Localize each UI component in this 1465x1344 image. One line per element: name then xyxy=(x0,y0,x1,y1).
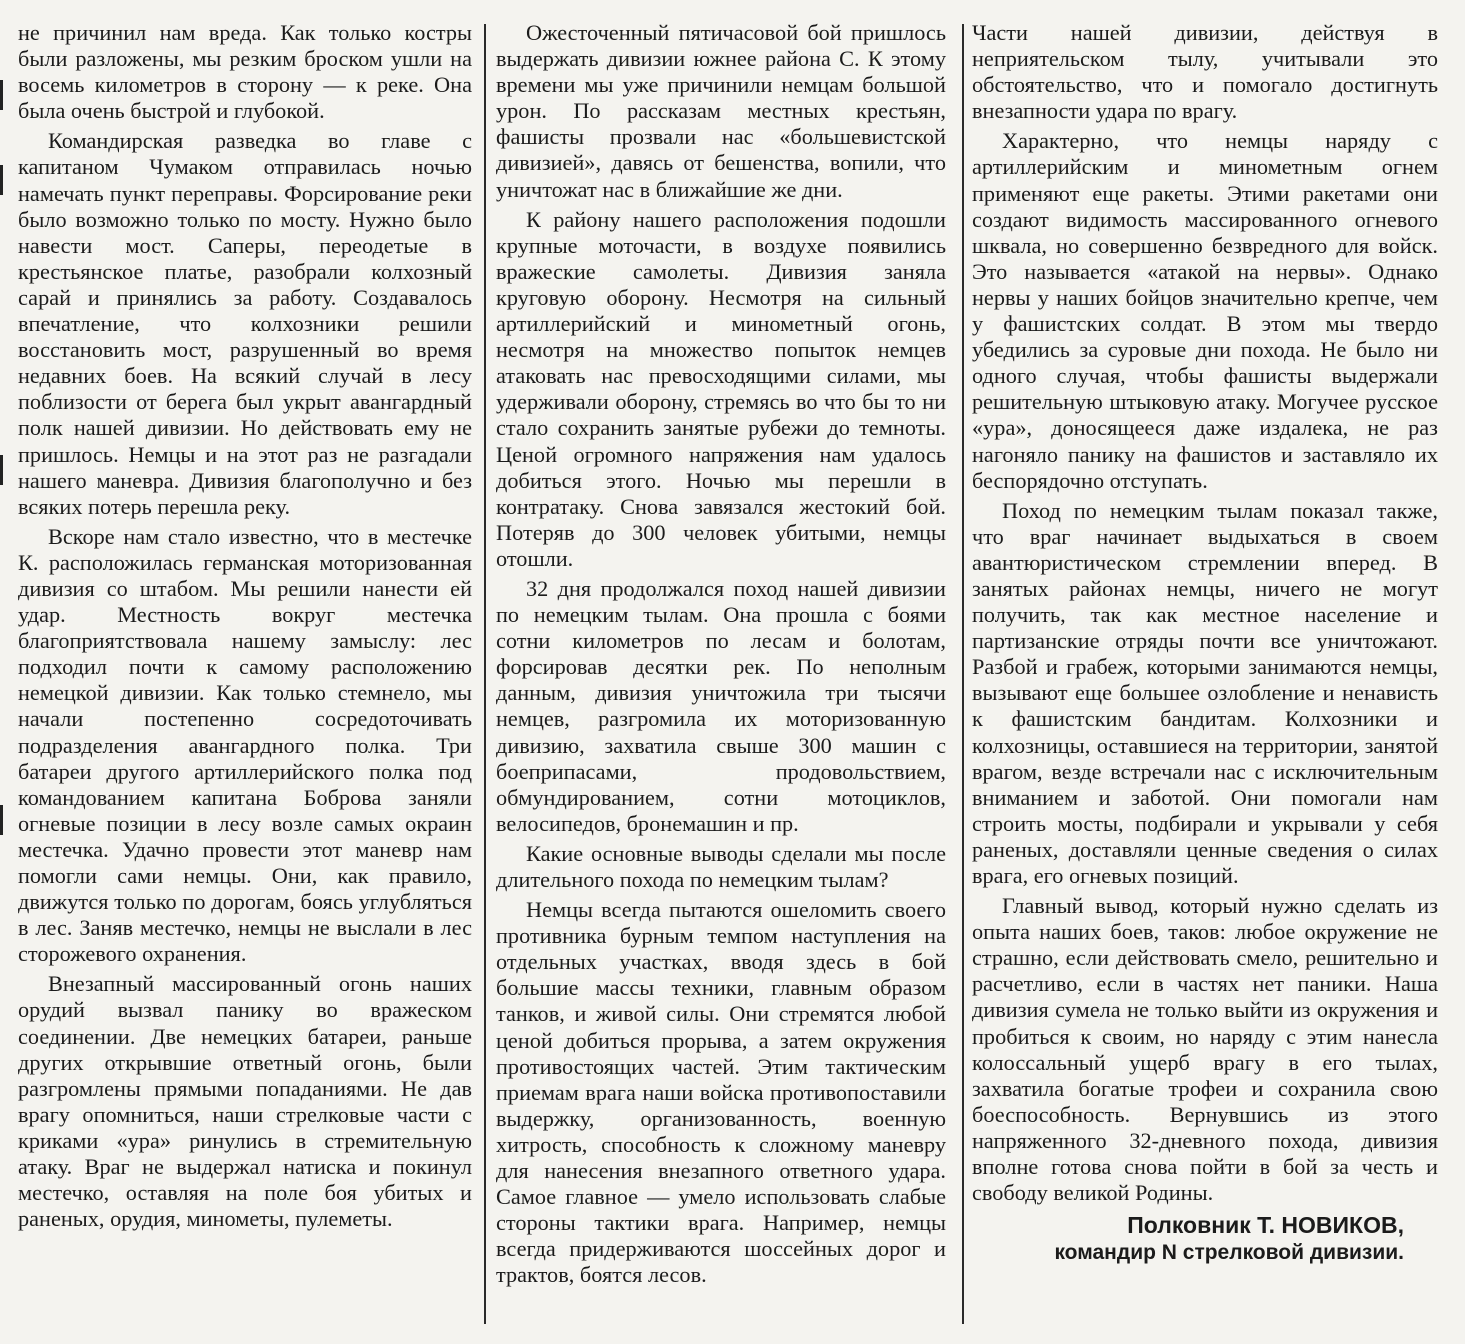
edge-mark xyxy=(0,805,3,835)
author-signature xyxy=(972,1212,1438,1266)
column-rule xyxy=(484,24,486,1324)
paragraph: Поход по немецким тылам показал также, что враг начинает выдыхаться в своем авантюристическом стремлении вперед. В занятых районах немцы, ничего не могут получить, так как местное население и партизанские отряды почти все уничтожают. Разбой и грабеж, которыми занимаются немцы, вызывают еще большее озлобление и ненависть к фашистским бандитам. Колхозники и колхозницы, оставшиеся на территории, занятой врагом, везде встречали нас с исключительным вниманием и заботой. Они помогали нам строить мосты, подбирали и укрывали у себя раненых, доставляли ценные сведения о силах врага, его огневых позиций. xyxy=(972,497,1438,888)
paragraph: Части нашей дивизии, действуя в неприятельском тылу, учитывали это обстоятельство, что и помогало достигнуть внезапности удара по врагу. xyxy=(972,20,1438,124)
paragraph: Какие основные выводы сделали мы после длительного похода по немецким тылам? xyxy=(496,840,946,892)
edge-mark xyxy=(0,165,3,195)
paragraph: Командирская разведка во главе с капитаном Чумаком отправилась ночью намечать пункт переправы. Форсирование реки было возможно только по мосту. Нужно было навести мост. Саперы, переодетые в крестьянское платье, разобрали колхозный сарай и принялись за работу. Создавалось впечатление, что колхозники решили восстановить мост, разрушенный во время недавних боев. На всякий случай в лесу поблизости от берега был укрыт авангардный полк нашей дивизии. Но действовать ему не пришлось. Немцы и на этот раз не разгадали нашего маневра. Дивизия благополучно и без всяких потерь перешла реку. xyxy=(18,128,472,519)
article-column-3 xyxy=(972,20,1438,1330)
paragraph: не причинил нам вреда. Как только костры были разложены, мы резким броском ушли на восемь километров в сторону — к реке. Она была очень быстрой и глубокой. xyxy=(18,20,472,124)
paragraph: 32 дня продолжался поход нашей дивизии по немецким тылам. Она прошла с боями сотни километров по лесам и болотам, форсировав десятки рек. По неполным данным, дивизия уничтожила три тысячи немцев, разгромила их моторизованную дивизию, захватила свыше 300 машин с боеприпасами, продовольствием, обмундированием, сотни мотоциклов, велосипедов, бронемашин и пр. xyxy=(496,575,946,836)
paragraph: Ожесточенный пятичасовой бой пришлось выдержать дивизии южнее района С. К этому времени мы уже причинили немцам большой урон. По рассказам местных крестьян, фашисты прозвали нас «большевистской дивизией», давясь от бешенства, вопили, что уничтожат нас в ближайшие же дни. xyxy=(496,20,946,202)
column-rule xyxy=(962,24,964,1324)
paragraph: Внезапный массированный огонь наших орудий вызвал панику во вражеском соединении. Две немецких батареи, раньше других открывшие ответный огонь, были разгромлены прямыми попаданиями. Не дав врагу опомниться, наши стрелковые части с криками «ура» ринулись в стремительную атаку. Враг не выдержал натиска и покинул местечко, оставляя на поле боя убитых и раненых, орудия, минометы, пулеметы. xyxy=(18,971,472,1232)
paragraph: Характерно, что немцы наряду с артиллерийским и минометным огнем применяют еще ракеты. Этими ракетами они создают видимость массированного огневого шквала, но совершенно безвредного для войск. Это называется «атакой на нервы». Однако нервы у наших бойцов значительно крепче, чем у фашистских солдат. В этом мы твердо убедились за суровые дни похода. Не было ни одного случая, чтобы фашисты выдержали решительную штыковую атаку. Могучее русское «ура», доносящееся даже издалека, не раз нагоняло панику на фашистов и заставляло их беспорядочно отступать. xyxy=(972,128,1438,493)
author-title: командир N стрелковой дивизии. xyxy=(1054,1241,1404,1265)
article-column-2 xyxy=(496,20,946,1330)
edge-mark xyxy=(0,455,3,485)
edge-mark xyxy=(0,80,3,110)
paragraph: Немцы всегда пытаются ошеломить своего противника бурным темпом наступления на отдельных участках, вводя здесь в бой большие массы техники, главным образом танков, и живой силы. Они стремятся любой ценой добиться прорыва, а затем окружения противостоящих частей. Этим тактическим приемам врага наши войска противопоставили выдержку, организованность, военную хитрость, способность к сложному маневру для нанесения внезапного ответного удара. Самое главное — умело использовать слабые стороны тактики врага. Например, немцы всегда придерживаются шоссейных дорог и трактов, боятся лесов. xyxy=(496,897,946,1288)
article-column-1 xyxy=(18,20,472,1330)
paragraph: К району нашего расположения подошли крупные моточасти, в воздухе появились вражеские самолеты. Дивизия заняла круговую оборону. Несмотря на сильный артиллерийский и минометный огонь, несмотря на множество попыток немцев атаковать нас превосходящими силами, мы удерживали оборону, стремясь во что бы то ни стало сохранить занятые рубежи до темноты. Ценой огромного напряжения нам удалось добиться этого. Ночью мы перешли в контратаку. Снова завязался жестокий бой. Потеряв до 300 человек убитыми, немцы отошли. xyxy=(496,206,946,571)
author-name: Полковник Т. НОВИКОВ, xyxy=(1127,1212,1404,1239)
paragraph: Вскоре нам стало известно, что в местечке К. расположилась германская моторизованная дивизия со штабом. Мы решили нанести ей удар. Местность вокруг местечка благоприятствовала нашему замыслу: лес подходил почти к самому расположению немецкой дивизии. Как только стемнело, мы начали постепенно сосредоточивать подразделения авангардного полка. Три батареи другого артиллерийского полка под командованием капитана Боброва заняли огневые позиции в лесу возле самых окраин местечка. Удачно провести этот маневр нам помогли сами немцы. Они, как правило, движутся только по дорогам, боясь углубляться в лес. Заняв местечко, немцы не выслали в лес сторожевого охранения. xyxy=(18,523,472,967)
paragraph: Главный вывод, который нужно сделать из опыта наших боев, таков: любое окружение не страшно, если действовать смело, решительно и расчетливо, если в частях нет паники. Наша дивизия сумела не только выйти из окружения и пробиться к своим, но наряду с этим нанесла колоссальный ущерб врагу в его тылах, захватила богатые трофеи и сохранила свою боеспособность. Вернувшись из этого напряженного 32-дневного похода, дивизия вполне готова снова пойти в бой за честь и свободу великой Родины. xyxy=(972,893,1438,1206)
